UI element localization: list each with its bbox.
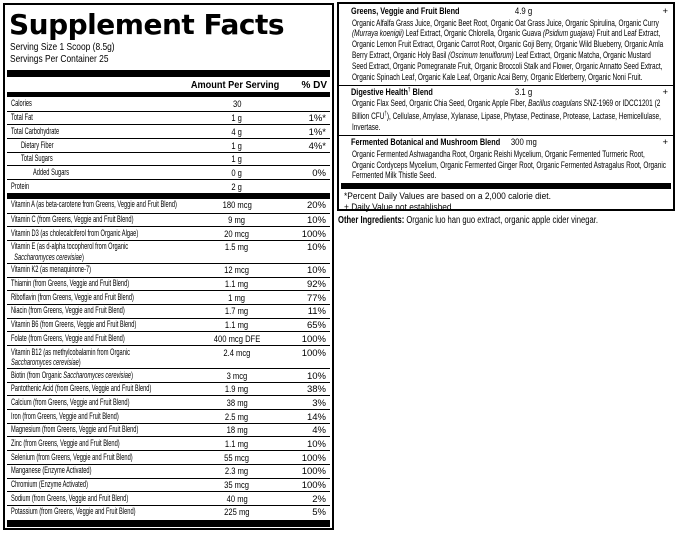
blend-dv: + (662, 86, 668, 98)
table-row (7, 318, 330, 332)
table-row (7, 382, 330, 396)
nutrient-amount: 12 mcg (224, 265, 250, 277)
nutrient-dv: 1%* (308, 126, 326, 138)
nutrient-dv: 10% (306, 215, 326, 226)
page-title: Supplement Facts (9, 8, 285, 41)
nutrient-amount: 1.7 mg (225, 306, 249, 318)
nutrient-name: Manganese (Enzyme Activated) (11, 465, 92, 477)
nutrient-dv: 1%* (308, 113, 326, 125)
other-ingredients-text: Organic luo han guo extract, organic apple cider vinegar. (404, 215, 598, 226)
nutrient-name: Total Carbohydrate (11, 125, 60, 137)
nutrient-dv: 10% (306, 370, 326, 382)
nutrient-name: Vitamin D3 (as cholecalciferol from Organic Algae) (11, 227, 139, 239)
nutrient-amount: 1 mg (228, 292, 246, 304)
nutrient-name: Vitamin B12 (as methylcobalamin from Organic Saccharomyces cerevisiae) (11, 346, 131, 368)
blend-section (339, 85, 673, 135)
nutrient-dv: 10% (306, 438, 326, 450)
table-row (7, 464, 330, 478)
serving-size: Serving Size 1 Scoop (8.5g) (10, 41, 115, 53)
nutrient-name: Vitamin B6 (from Greens, Veggie and Fruit Blend) (11, 319, 137, 331)
divider-bar (7, 520, 330, 527)
nutrient-dv: 100% (301, 228, 326, 240)
nutrient-name: Thiamin (from Greens, Veggie and Fruit Blend) (11, 278, 130, 290)
nutrient-amount: 4 g (231, 126, 243, 138)
nutrient-name: Calcium (from Greens, Veggie and Fruit Blend) (11, 396, 130, 408)
blends (339, 5, 673, 183)
nutrient-amount: 1 g (231, 154, 243, 166)
nutrient-dv: 38% (306, 384, 326, 396)
nutrient-dv: 100% (301, 452, 326, 464)
servings-per-container: Servings Per Container 25 (10, 52, 109, 65)
nutrient-amount: 225 mg (224, 507, 250, 519)
blend-name: Fermented Botanical and Mushroom Blend (351, 137, 501, 149)
blend-header (339, 135, 673, 149)
nutrient-amount: 1.9 mg (225, 384, 249, 396)
table-row (7, 199, 330, 213)
divider-bar (341, 183, 671, 189)
nutrient-name: Vitamin E (as d-alpha tocopherol from Organic Saccharomyces cerevisiae) (11, 241, 129, 263)
main-rows (7, 97, 330, 193)
nutrient-amount: 30 (232, 98, 242, 110)
nutrient-name: Potassium (from Greens, Veggie and Fruit Blend) (11, 506, 136, 518)
blend-section (339, 5, 673, 85)
nutrient-name: Dietary Fiber (21, 139, 54, 151)
nutrient-amount: 1.1 mg (225, 438, 249, 450)
nutrient-name: Total Fat (11, 112, 33, 124)
nutrient-name: Added Sugars (33, 166, 70, 178)
table-row (7, 263, 330, 277)
nutrient-dv: 65% (306, 320, 326, 332)
table-row (7, 179, 330, 193)
divider-bar (7, 70, 330, 77)
nutrient-dv: 5% (312, 507, 326, 519)
table-row (7, 111, 330, 125)
nutrient-dv: 10% (306, 265, 326, 277)
blend-amount: 3.1 g (515, 86, 533, 98)
nutrient-amount: 2 g (231, 181, 243, 193)
table-row (7, 97, 330, 111)
nutrient-name: Iron (from Greens, Veggie and Fruit Blend) (11, 410, 119, 422)
table-row (7, 505, 330, 519)
nutrient-dv: 2% (312, 493, 326, 505)
nutrient-name: Biotin (from Organic Saccharomyces cerevisiae) (11, 369, 133, 381)
blend-amount: 4.9 g (515, 6, 533, 17)
facts-panel (3, 3, 334, 530)
footnote-daily-value: *Percent Daily Values are based on a 2,000 calorie diet. (344, 191, 551, 202)
table-row (7, 368, 330, 382)
table-row (7, 213, 330, 227)
nutrient-dv: 0% (312, 167, 326, 179)
table-row (7, 138, 330, 152)
table-row (7, 478, 330, 492)
nutrient-amount: 1.1 mg (225, 320, 249, 332)
table-row (7, 152, 330, 166)
column-headers (5, 78, 332, 92)
blend-ingredients: Organic Alfalfa Grass Juice, Organic Beet Root, Organic Oat Grass Juice, Organic Spirulina, Organic Curry (Murraya koenigii) Leaf Extract, Organic Chlorella, Organic Guava (Psidium guajava) Fruit and Leaf Extract, Organic Lemon Fruit Extract, Organic Carrot Root, Organic Goji Berry, Organic Wild Blueberry, Organic Amla Berry Extract, Organic Holy Basil (Oscimum tenuiflorum) Leaf Extract, Organic Matcha, Organic Mustard Seed Extract, Organic Pomegranate Fruit, Organic Broccoli Stalk and Flower, Organic Annatto Seed Extract, Organic Spinach Leaf, Organic Kale Leaf, Organic Acai Berry, Organic Elderberry, Organic Noni Fruit. (352, 17, 664, 83)
footnote-not-established: + Daily Value not established. (344, 201, 454, 212)
nutrient-dv: 11% (307, 306, 326, 318)
nutrient-amount: 20 mcg (224, 228, 250, 240)
table-row (7, 345, 330, 368)
nutrient-amount: 1 g (231, 113, 243, 125)
nutrient-name: Total Sugars (21, 153, 53, 165)
nutrient-rows (7, 199, 330, 519)
table-row (7, 124, 330, 138)
blend-ingredients: Organic Fermented Ashwagandha Root, Organic Reishi Mycelium, Organic Fermented Turmeric Root, Organic Cordyceps Mycelium, Organic Fermented Ginger Root, Organic Fermented Astragalus Root, Organic Fermented Milk Thistle Seed. (352, 148, 667, 181)
nutrient-dv: 3% (312, 397, 326, 409)
nutrient-dv: 92% (306, 279, 326, 291)
nutrient-amount: 3 mcg (226, 370, 248, 382)
nutrient-amount: 1.1 mg (225, 279, 249, 291)
blend-name: Greens, Veggie and Fruit Blend (351, 6, 460, 17)
table-row (7, 395, 330, 409)
nutrient-name: Vitamin A (as beta-carotene from Greens, Veggie and Fruit Blend) (11, 199, 177, 211)
nutrient-dv: 100% (301, 480, 326, 491)
table-row (7, 436, 330, 450)
dv-column-header: % DV (301, 80, 327, 91)
blend-header (339, 85, 673, 99)
nutrient-name: Pantothenic Acid (from Greens, Veggie and Fruit Blend) (11, 383, 152, 395)
blend-amount: 300 mg (511, 137, 537, 149)
table-row (7, 240, 330, 263)
table-row (7, 290, 330, 304)
nutrient-dv: 4%* (308, 140, 326, 152)
table-row (7, 450, 330, 464)
blend-dv: + (662, 137, 668, 149)
nutrient-name: Folate (from Greens, Veggie and Fruit Blend) (11, 332, 125, 344)
nutrient-name: Niacin (from Greens, Veggie and Fruit Blend) (11, 305, 125, 317)
nutrient-amount: 0 g (231, 167, 243, 179)
blend-section (339, 135, 673, 183)
table-row (7, 165, 330, 179)
nutrient-dv: 77% (306, 292, 326, 304)
nutrient-name: Magnesium (from Greens, Veggie and Fruit Blend) (11, 424, 139, 436)
nutrient-name: Chromium (Enzyme Activated) (11, 479, 88, 490)
nutrient-amount: 40 mg (226, 493, 248, 505)
table-row (7, 304, 330, 318)
nutrient-amount: 1 g (231, 140, 243, 152)
nutrient-name: Sodium (from Greens, Veggie and Fruit Blend) (11, 492, 129, 504)
nutrient-amount: 180 mcg (222, 200, 252, 212)
table-row (7, 226, 330, 240)
amount-column-header: Amount Per Serving (190, 80, 280, 91)
nutrient-name: Vitamin C (from Greens, Veggie and Fruit Blend) (11, 214, 134, 225)
nutrient-name: Protein (11, 180, 30, 192)
nutrient-amount: 2.5 mg (225, 411, 249, 423)
nutrient-dv: 20% (306, 200, 326, 212)
table-row (7, 331, 330, 345)
nutrient-amount: 9 mg (228, 215, 246, 226)
nutrient-amount: 18 mg (226, 425, 248, 437)
nutrient-dv: 100% (301, 333, 326, 345)
nutrient-dv: 4% (312, 425, 326, 437)
nutrient-dv: 14% (306, 411, 326, 423)
nutrient-dv: 100% (301, 347, 326, 359)
nutrient-name: Zinc (from Greens, Veggie and Fruit Blend) (11, 437, 120, 449)
blend-ingredients: Organic Flax Seed, Organic Chia Seed, Organic Apple Fiber, Bacillus coagulans SNZ-1969 or IDCC1201 (2 Billion CFU†), Cellulase, Amylase, Xylanase, Lipase, Phytase, Pectinase, Protease, Lactase, Hemicellulase, Invertase. (352, 98, 661, 133)
other-ingredients-label: Other Ingredients: (338, 215, 405, 226)
nutrient-amount: 35 mcg (224, 480, 250, 491)
blends-panel (337, 2, 675, 211)
table-row (7, 491, 330, 505)
nutrient-name: Vitamin K2 (as menaquinone-7) (11, 264, 92, 276)
nutrient-amount: 2.3 mg (225, 466, 249, 478)
blend-header (339, 5, 673, 18)
other-ingredients (338, 215, 679, 226)
table-row (7, 409, 330, 423)
nutrient-amount: 2.4 mcg (223, 347, 251, 359)
nutrient-name: Riboflavin (from Greens, Veggie and Fruit Blend) (11, 291, 134, 303)
nutrient-dv: 100% (301, 466, 326, 478)
blend-dv: + (662, 6, 668, 17)
nutrient-amount: 400 mcg DFE (213, 333, 261, 345)
nutrient-amount: 1.5 mg (225, 242, 249, 254)
nutrient-amount: 55 mcg (224, 452, 250, 464)
blend-name: Digestive Health† Blend (351, 86, 433, 99)
table-row (7, 277, 330, 291)
table-row (7, 423, 330, 437)
nutrient-name: Calories (11, 97, 32, 109)
nutrient-amount: 38 mg (226, 397, 248, 409)
nutrient-dv: 10% (306, 242, 326, 254)
nutrient-name: Selenium (from Greens, Veggie and Fruit Blend) (11, 451, 133, 463)
